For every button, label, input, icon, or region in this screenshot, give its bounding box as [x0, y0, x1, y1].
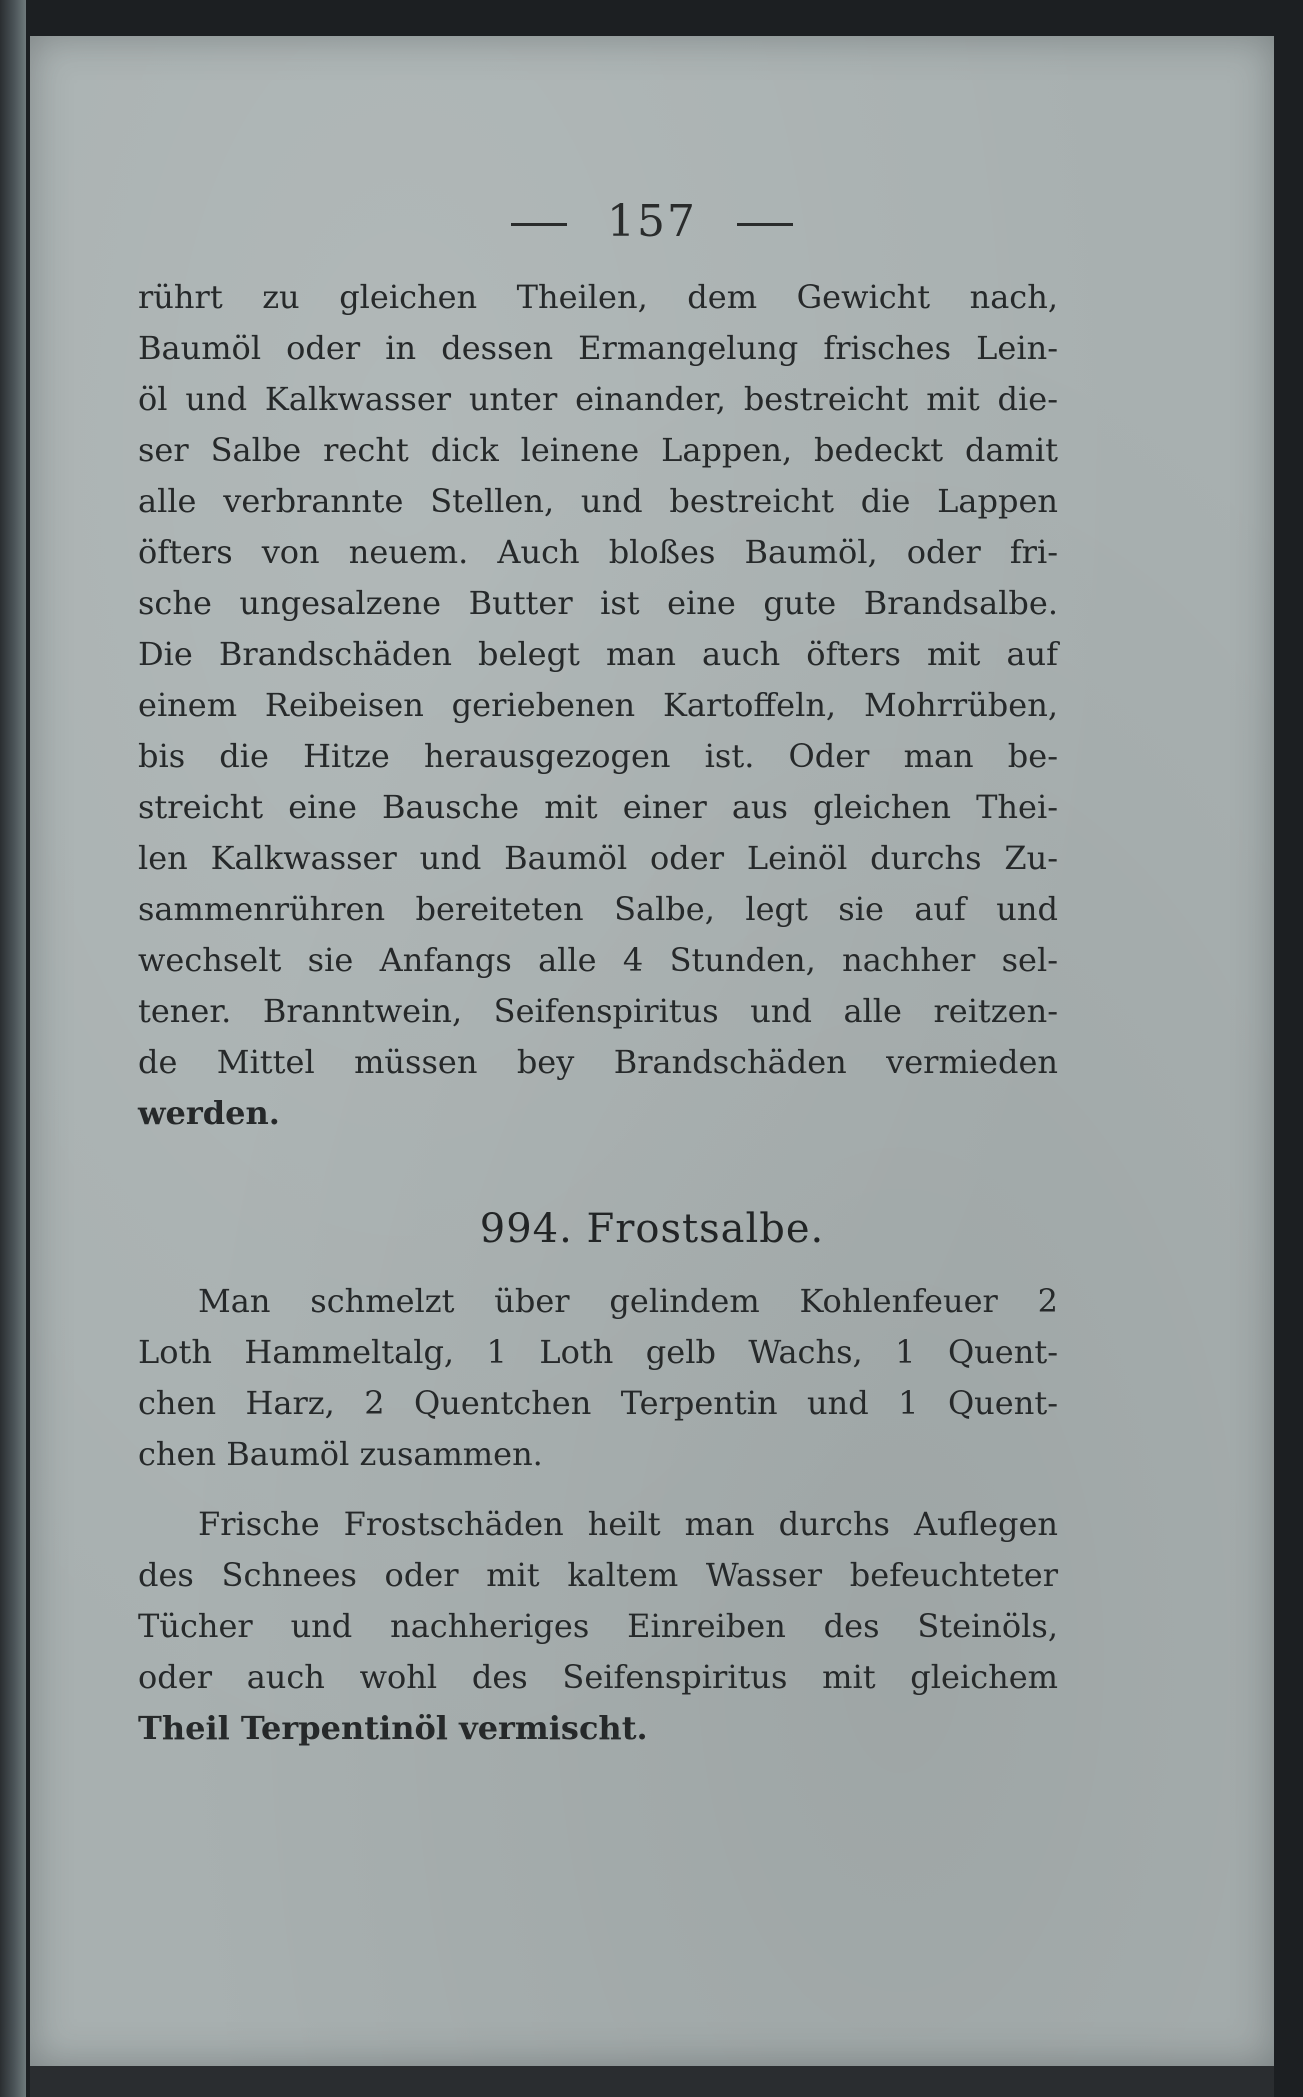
text-line: ser Salbe recht dick leinene Lappen, bedeckt damit — [138, 431, 1058, 469]
page-number: 157 — [607, 196, 697, 247]
page-header — [30, 196, 1274, 247]
text-line: öl und Kalkwasser unter einander, bestreicht mit die- — [138, 380, 1058, 418]
text-line: sammenrühren bereiteten Salbe, legt sie auf und — [138, 890, 1058, 928]
text-line: werden. — [138, 1094, 280, 1132]
text-line: de Mittel müssen bey Brandschäden vermieden — [138, 1043, 1058, 1081]
text-line: öfters von neuem. Auch bloßes Baumöl, oder fri- — [138, 533, 1058, 571]
text-line: Man schmelzt über gelindem Kohlenfeuer 2 — [198, 1282, 1058, 1320]
text-line: Loth Hammeltalg, 1 Loth gelb Wachs, 1 Quent- — [138, 1333, 1058, 1371]
text-line: Theil Terpentinöl vermischt. — [138, 1709, 648, 1747]
book-page — [30, 36, 1274, 2066]
text-line: wechselt sie Anfangs alle 4 Stunden, nachher sel- — [138, 941, 1058, 979]
text-line: Frische Frostschäden heilt man durchs Auflegen — [198, 1505, 1058, 1543]
text-line: tener. Branntwein, Seifenspiritus und alle reitzen- — [138, 992, 1058, 1030]
text-line: chen Baumöl zusammen. — [138, 1435, 543, 1473]
previous-page-edge — [0, 0, 26, 2097]
text-line: Baumöl oder in dessen Ermangelung frisches Lein- — [138, 329, 1058, 367]
text-line: oder auch wohl des Seifenspiritus mit gleichem — [138, 1658, 1058, 1696]
text-line: einem Reibeisen geriebenen Kartoffeln, Mohrrüben, — [138, 686, 1058, 724]
text-line: Tücher und nachheriges Einreiben des Steinöls, — [138, 1607, 1058, 1645]
text-line: alle verbrannte Stellen, und bestreicht die Lappen — [138, 482, 1058, 520]
header-dash-right — [737, 223, 793, 226]
paragraph-frostbite-treatment — [138, 1499, 1058, 1754]
text-line: Die Brandschäden belegt man auch öfters mit auf — [138, 635, 1058, 673]
text-line: len Kalkwasser und Baumöl oder Leinöl durchs Zu- — [138, 839, 1058, 877]
paragraph-burn-remedies — [138, 272, 1058, 1139]
text-line: sche ungesalzene Butter ist eine gute Brandsalbe. — [138, 584, 1058, 622]
text-line: des Schnees oder mit kaltem Wasser befeuchteter — [138, 1556, 1058, 1594]
text-line: bis die Hitze herausgezogen ist. Oder man be- — [138, 737, 1058, 775]
header-dash-left — [511, 223, 567, 226]
text-line: streicht eine Bausche mit einer aus gleichen Thei- — [138, 788, 1058, 826]
text-line: rührt zu gleichen Theilen, dem Gewicht nach, — [138, 278, 1058, 316]
text-line: chen Harz, 2 Quentchen Terpentin und 1 Quent- — [138, 1384, 1058, 1422]
scan-bottom-edge — [30, 2066, 1274, 2097]
paragraph-frost-salve-recipe — [138, 1276, 1058, 1480]
section-heading: 994. Frostsalbe. — [479, 1206, 825, 1252]
